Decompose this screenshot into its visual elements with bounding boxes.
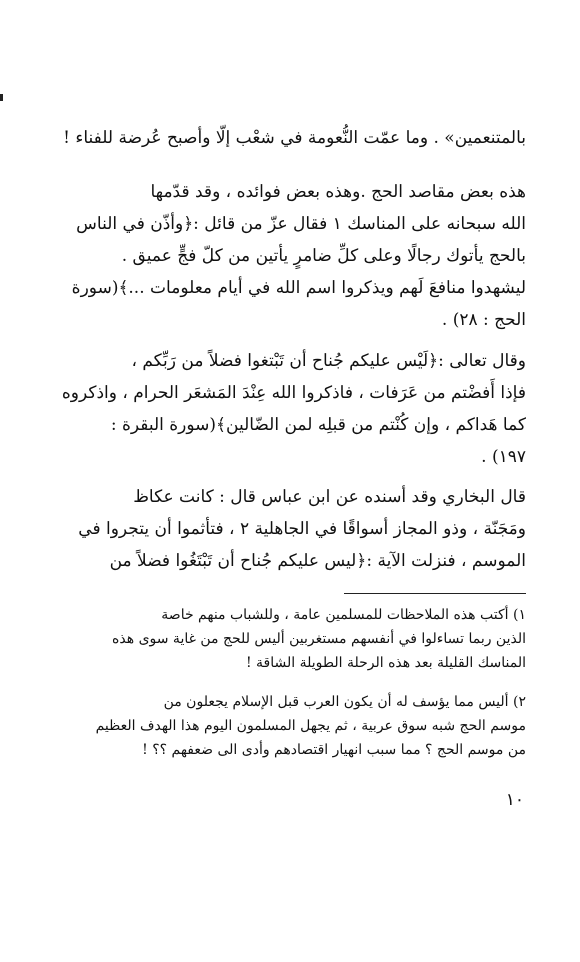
paragraph-3 — [52, 345, 526, 473]
footnote-line: ١) أكتب هذه الملاحظات للمسلمين عامة ، وللشباب منهم خاصة — [161, 607, 526, 623]
footnote-line: الذين ربما تساءلوا في أنفسهم مستغربين أليس للحج من غاية سوى هذه — [112, 631, 526, 647]
text-line: الحج : ٢٨) . — [441, 310, 526, 330]
footnote-2 — [52, 690, 526, 762]
text-line: هذه بعض مقاصد الحج .وهذه بعض فوائده ، وقد قدّمها — [150, 182, 526, 202]
footnote-line: موسم الحج شبه سوق عربية ، ثم يجهل المسلمون اليوم هذا الهدف العظيم — [95, 718, 526, 734]
text-line: ليشهدوا منافعَ لَهم ويذكروا اسم الله في أيام معلومات ...﴾(سورة — [71, 278, 526, 298]
text-line: قال البخاري وقد أسنده عن ابن عباس قال : كانت عكاظ — [133, 487, 526, 507]
footnote-separator — [344, 593, 526, 594]
footnote-1 — [52, 603, 526, 675]
paragraph-2 — [52, 176, 526, 336]
page-number: ١٠ — [505, 790, 524, 810]
text-line: ١٩٧) . — [481, 447, 526, 467]
paragraph-1 — [52, 122, 526, 154]
text-line: ومَجَنّة ، وذو المجاز أسواقًا في الجاهلية ٢ ، فتأثموا أن يتجروا في — [78, 519, 526, 539]
text-line: وقال تعالى :﴿لَيْس عليكم جُناح أن تَبْتغوا فضلاً من رَبِّكم ، — [131, 351, 526, 371]
text-line: الله سبحانه على المناسك ١ فقال عزّ من قائل :﴿وأذّن في الناس — [76, 214, 526, 234]
text-line: كما هَداكم ، وإن كُنْتم من قبلِه لمن الضّالين﴾(سورة البقرة : — [110, 415, 526, 435]
footnote-line: من موسم الحج ؟ مما سبب انهيار اقتصادهم وأدى الى ضعفهم ؟؟ ! — [142, 742, 526, 758]
footnote-line: ٢) أليس مما يؤسف له أن يكون العرب قبل الإسلام يجعلون من — [163, 694, 526, 710]
text-line: بالمتنعمين» . وما عمّت النُّعومة في شعْب إلّا وأصبح عُرضة للفناء ! — [63, 128, 526, 148]
paragraph-4 — [52, 481, 526, 577]
text-line: الموسم ، فنزلت الآية :﴿ليس عليكم جُناح أن تَبْتَغُوا فضلاً من — [109, 551, 526, 571]
margin-mark — [0, 94, 3, 101]
footnote-line: المناسك القليلة بعد هذه الرحلة الطويلة الشاقة ! — [245, 655, 526, 671]
text-line: فإذا أَفضْتم من عَرَفات ، فاذكروا الله عِنْدَ المَشعَر الحرام ، واذكروه — [61, 383, 526, 403]
text-line: بالحج يأتوك رجالًا وعلى كلِّ ضامرٍ يأتين من كلّ فجٍّ عميق . — [121, 246, 526, 266]
